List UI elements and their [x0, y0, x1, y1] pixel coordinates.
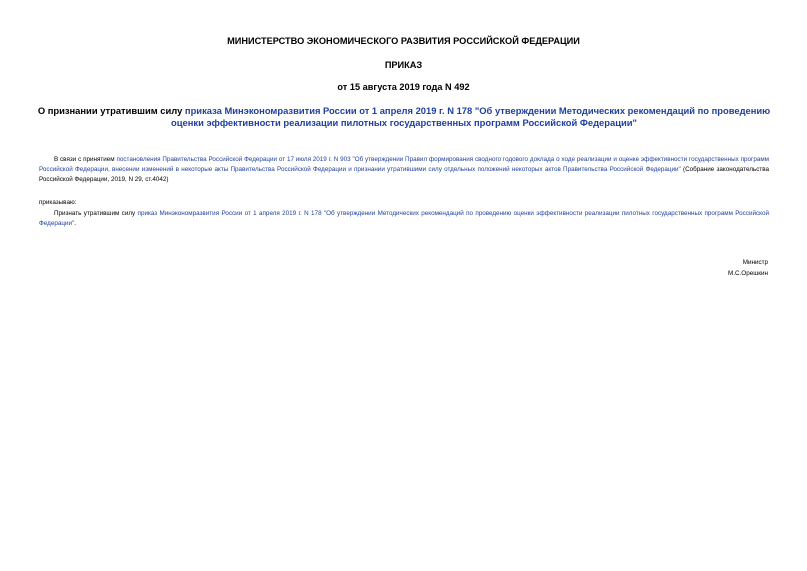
order-link[interactable]: приказ Минэкономразвития России от 1 апреля 2019 г. N 178 "Об утверждении Методических рекомендаций по проведению оценки эффективности реализации пилотных государственных программ Российской Федерации": [39, 210, 770, 228]
paragraph-preamble: [39, 155, 769, 186]
document-subject: [30, 105, 778, 129]
ministry-heading: МИНИСТЕРСТВО ЭКОНОМИЧЕСКОГО РАЗВИТИЯ РОССИЙСКОЙ ФЕДЕРАЦИИ: [227, 36, 580, 46]
preamble-suffix: (Собрание законодательства Российской Федерации, 2019, N 29, ст.4042): [39, 166, 769, 184]
ordered-word: приказываю:: [39, 199, 77, 206]
document-type: ПРИКАЗ: [384, 60, 423, 70]
subject-link[interactable]: приказа Минэкономразвития России от 1 апреля 2019 г. N 178 "Об утверждении Методических рекомендаций по проведению оценки эффективности реализации пилотных государственных программ Российской Федерации": [171, 105, 771, 128]
preamble-prefix: В связи с принятием: [54, 156, 117, 163]
signature-title: Министр: [742, 259, 768, 266]
order-suffix: .: [74, 220, 76, 228]
preamble-link[interactable]: постановления Правительства Российской Федерации от 17 июля 2019 г. N 903 "Об утверждении Правил формирования сводного годового доклада о ходе реализации и оценке эффективности государственных программ Российской Федерации, внесении изменений в некоторые акты Правительства Российской Федерации и признании утратившими силу отдельных положений некоторых актов Правительства Российской Федерации": [39, 156, 769, 174]
subject-prefix: О признании утратившим силу: [37, 105, 185, 116]
order-prefix: Признать утратившим силу: [54, 210, 138, 217]
document-date-number: от 15 августа 2019 года N 492: [337, 82, 470, 92]
paragraph-order: [39, 209, 769, 229]
signature-name: М.С.Орешкин: [728, 270, 768, 277]
